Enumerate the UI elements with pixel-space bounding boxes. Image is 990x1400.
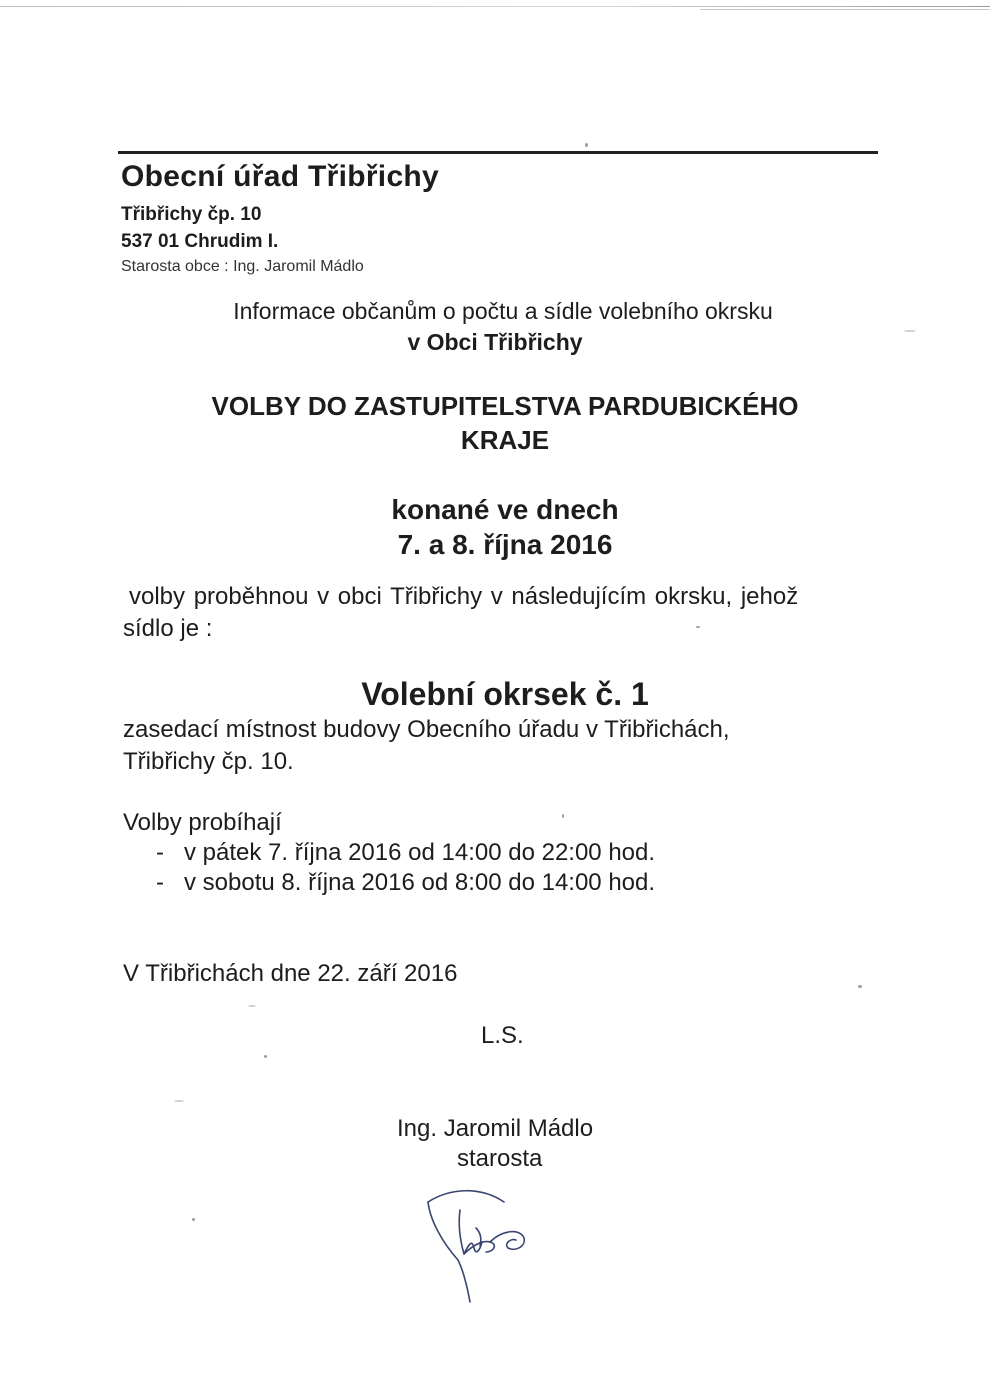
scan-edge-line — [0, 6, 990, 7]
scan-speck — [174, 1100, 184, 1102]
office-title: Obecní úřad Třibřichy — [121, 160, 440, 193]
list-bullet: - — [156, 869, 164, 896]
scan-speck — [585, 143, 588, 147]
address-line: Třibřichy čp. 10 — [121, 204, 262, 225]
scan-speck — [904, 330, 916, 332]
intro-municipality: v Obci Třibřichy — [407, 329, 583, 355]
signer-role: starosta — [457, 1145, 543, 1172]
list-bullet: - — [156, 839, 164, 866]
scan-speck — [192, 1218, 195, 1221]
election-title: KRAJE — [460, 425, 550, 455]
notice-text: sídlo je : — [123, 615, 213, 642]
scan-speck — [858, 985, 862, 988]
held-dates: 7. a 8. října 2016 — [397, 529, 613, 560]
voting-time-text: v sobotu 8. října 2016 od 8:00 do 14:00 hod. — [184, 869, 656, 896]
notice-text: volby proběhnou v obci Třibřichy v následujícím okrsku, jehož — [129, 583, 799, 610]
district-location: Třibřichy čp. 10. — [123, 748, 294, 775]
held-label: konané ve dnech — [391, 494, 619, 525]
header-rule — [118, 151, 878, 154]
voting-time-text: v pátek 7. října 2016 od 14:00 do 22:00 hod. — [184, 839, 656, 866]
scan-edge-line — [700, 9, 990, 10]
district-location: zasedací místnost budovy Obecního úřadu v Třibřichách, — [123, 716, 730, 743]
scan-speck — [264, 1055, 267, 1058]
handwritten-signature — [420, 1180, 530, 1305]
scan-speck — [248, 1005, 256, 1007]
signer-name: Ing. Jaromil Mádlo — [397, 1115, 594, 1142]
scan-speck — [562, 814, 564, 818]
mayor-line: Starosta obce : Ing. Jaromil Mádlo — [121, 258, 364, 275]
place-date: V Třibřichách dne 22. září 2016 — [123, 960, 458, 987]
election-title: VOLBY DO ZASTUPITELSTVA PARDUBICKÉHO — [211, 391, 799, 421]
district-title: Volební okrsek č. 1 — [361, 676, 649, 712]
address-line: 537 01 Chrudim I. — [121, 231, 279, 252]
voting-time-item — [156, 869, 655, 897]
scan-speck — [696, 626, 700, 628]
seal-mark: L.S. — [481, 1022, 524, 1049]
voting-label: Volby probíhají — [123, 809, 282, 836]
voting-time-item — [156, 839, 655, 867]
intro-line: Informace občanům o počtu a sídle volebního okrsku — [233, 298, 773, 324]
